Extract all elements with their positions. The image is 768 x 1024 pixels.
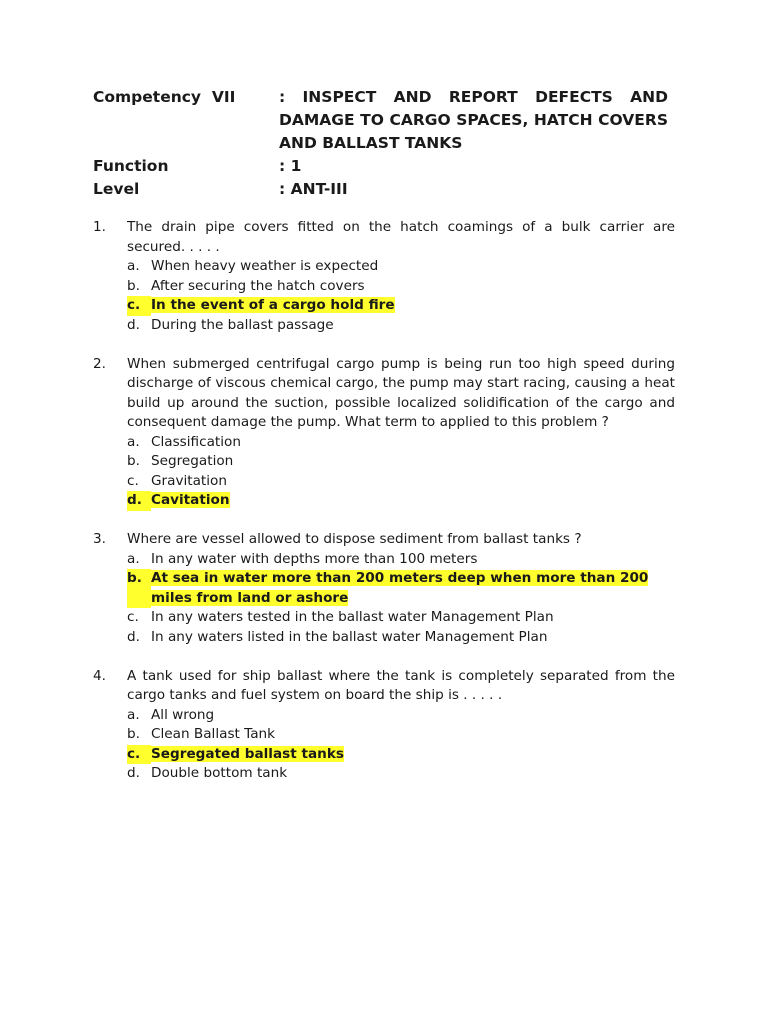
function-label: Function — [93, 157, 169, 175]
option-letter: c. — [127, 745, 151, 765]
question-item — [93, 218, 675, 335]
option-letter: a. — [127, 433, 140, 450]
answer-option — [127, 452, 675, 472]
question-item — [93, 530, 675, 647]
question-number: 4. — [93, 667, 106, 684]
option-letter: b. — [127, 569, 151, 608]
option-letter: d. — [127, 765, 140, 781]
option-text: Segregated ballast tanks — [151, 745, 344, 762]
option-letter: a. — [127, 258, 140, 274]
option-text: When heavy weather is expected — [151, 258, 379, 274]
answer-option — [127, 608, 675, 628]
option-letter: b. — [127, 726, 140, 742]
answer-option — [127, 433, 675, 453]
answer-option — [127, 472, 675, 492]
answer-option — [127, 277, 675, 297]
level-row — [93, 178, 668, 201]
correct-answer-option — [127, 491, 675, 511]
question-number: 2. — [93, 355, 106, 372]
option-text: At sea in water more than 200 meters deep when more than 200 miles from land or ashore — [151, 570, 649, 606]
level-label: Level — [93, 180, 140, 198]
option-letter: b. — [127, 277, 140, 294]
answer-option — [127, 550, 675, 570]
function-row — [93, 155, 668, 178]
question-body — [127, 218, 675, 335]
question-number: 1. — [93, 219, 106, 235]
option-text: In any water with depths more than 100 meters — [151, 550, 478, 567]
option-letter: a. — [127, 706, 140, 723]
option-text: Clean Ballast Tank — [151, 726, 276, 742]
answer-option — [127, 764, 675, 784]
answer-option — [127, 316, 675, 336]
question-list — [93, 218, 675, 803]
option-text: After securing the hatch covers — [151, 277, 365, 294]
option-letter: d. — [127, 316, 140, 333]
header-block — [93, 86, 668, 201]
question-number: 3. — [93, 531, 106, 547]
question-text: The drain pipe covers fitted on the hatch coamings of a bulk carrier are secured. . . . . — [127, 219, 675, 255]
option-text: In the event of a cargo hold fire — [151, 297, 395, 313]
option-text: All wrong — [151, 706, 215, 723]
answer-options — [127, 257, 675, 335]
question-body — [127, 355, 675, 511]
question-body — [127, 667, 675, 784]
correct-answer-option — [127, 569, 675, 608]
level-value: : ANT-III — [279, 180, 348, 198]
question-text: When submerged centrifugal cargo pump is being run too high speed during discharge of viscous chemical cargo, the pump may start racing, causing a heat build up around the suction, possible localized solidification of the cargo and consequent damage the pump. What term to applied to this problem ? — [127, 355, 675, 430]
competency-row — [93, 86, 668, 155]
answer-option — [127, 725, 675, 745]
question-item — [93, 667, 675, 784]
question-text: Where are vessel allowed to dispose sediment from ballast tanks ? — [127, 531, 582, 547]
answer-option — [127, 257, 675, 277]
option-text: Classification — [151, 433, 241, 450]
correct-answer-option — [127, 745, 675, 765]
question-item — [93, 355, 675, 511]
answer-options — [127, 706, 675, 784]
option-text: Gravitation — [151, 472, 227, 489]
option-letter: c. — [127, 609, 139, 625]
option-letter: d. — [127, 628, 140, 645]
answer-option — [127, 706, 675, 726]
option-text: In any waters tested in the ballast water Management Plan — [151, 609, 554, 625]
option-text: During the ballast passage — [151, 316, 334, 333]
question-text: A tank used for ship ballast where the tank is completely separated from the cargo tanks and fuel system on board the ship is . . . . . — [127, 667, 675, 703]
answer-options — [127, 433, 675, 511]
option-text: Cavitation — [151, 492, 230, 508]
function-value: : 1 — [279, 157, 302, 175]
option-text: In any waters listed in the ballast water Management Plan — [151, 628, 548, 645]
option-letter: d. — [127, 491, 151, 511]
option-letter: a. — [127, 550, 140, 567]
option-text: Double bottom tank — [151, 765, 288, 781]
option-letter: c. — [127, 296, 151, 316]
question-body — [127, 530, 675, 647]
option-letter: c. — [127, 472, 139, 489]
competency-label: Competency VII — [93, 88, 236, 106]
correct-answer-option — [127, 296, 675, 316]
answer-option — [127, 628, 675, 648]
answer-options — [127, 550, 675, 648]
competency-value: : INSPECT AND REPORT DEFECTS AND DAMAGE TO CARGO SPACES, HATCH COVERS AND BALLAST TANKS — [279, 88, 668, 152]
option-letter: b. — [127, 453, 140, 469]
option-text: Segregation — [151, 453, 234, 469]
